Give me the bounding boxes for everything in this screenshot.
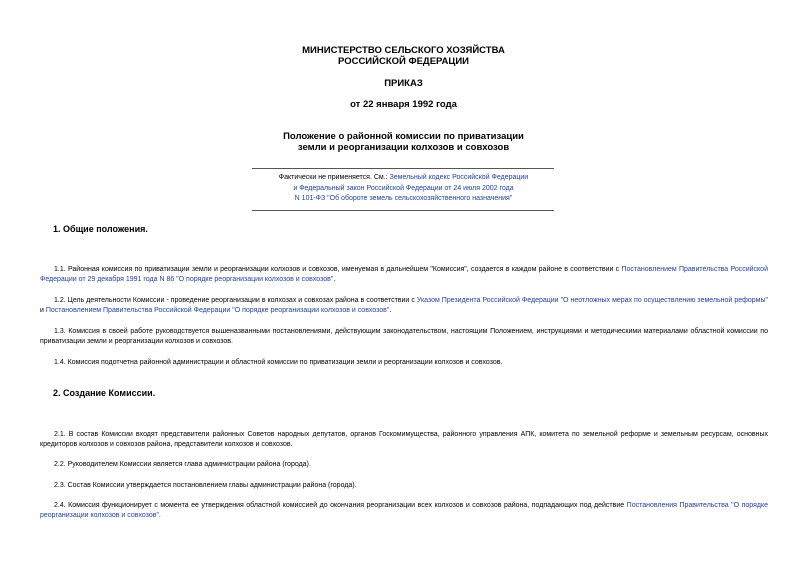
paragraph-1-2 (40, 296, 768, 317)
paragraph-1-3: 1.3. Комиссия в своей работе руководствуется вышеназванными постановлениями, действующим законодательством, настоящим Положением, инструкциями и методическими материалами областной комиссии по приватизации земли и реорганизации колхозов и совхозов. (40, 328, 768, 346)
note-top-divider (252, 168, 554, 169)
federal-law-title-link[interactable]: N 101-ФЗ "Об обороте земель сельскохозяйственного назначения" (294, 195, 513, 202)
federal-law-link[interactable]: и Федеральный закон Российской Федерации от 24 июля 2002 года (293, 185, 514, 192)
government-decree-86-link[interactable]: Постановлением Правительства Российской Федерации от 29 декабря 1991 года N 86 "О порядке реорганизации колхозов и совхозов" (40, 266, 768, 284)
note-bottom-divider (252, 210, 554, 211)
document-title-line-1: Положение о районной комиссии по приватизации (283, 131, 524, 142)
paragraph-text: 2.4. Комиссия функционирует с момента ее утверждения областной комиссией до окончания реорганизации всех колхозов и совхозов района, подпадающих под действие (54, 502, 627, 509)
paragraph-2-1: 2.1. В состав Комиссии входят представители районных Советов народных депутатов, органов Госкомимущества, районного управления АПК, комитета по земельной реформе и земельным ресурсам, основных кредиторов колхозов и совхозов района, представители колхозов и совхозов. (40, 431, 768, 449)
paragraph-1-4: 1.4. Комиссия подотчетна районной администрации и областной комиссии по приватизации земли и реорганизации колхозов и совхозов. (54, 359, 503, 366)
presidential-decree-link[interactable]: Указом Президента Российской Федерации "О неотложных мерах по осуществлению земельной реформы" (416, 297, 768, 304)
paragraph-1-1 (40, 265, 768, 286)
paragraph-text: . (333, 276, 336, 284)
paragraph-text: 1.1. Районная комиссия по приватизации земли и реорганизации колхозов и совхозов, именуемая в дальнейшем "Комиссия", создается в каждом районе в соответствии с (54, 266, 622, 273)
government-decree-reorganization-link[interactable]: Постановления Правительства "О порядке реорганизации колхозов и совхозов" (40, 502, 768, 520)
note-line-1 (0, 172, 807, 183)
ministry-line-2: РОССИЙСКОЙ ФЕДЕРАЦИИ (337, 56, 469, 67)
paragraph-text: 1.2. Цель деятельности Комиссии - проведение реорганизации в колхозах и совхозах района в соответствии с (54, 297, 417, 304)
document-date: от 22 января 1992 года (350, 99, 457, 110)
land-code-link[interactable]: Земельный кодекс Российской Федерации (389, 174, 529, 181)
paragraph-text: . (389, 307, 392, 315)
government-decree-link[interactable]: Постановлением Правительства Российской Федерации "О порядке реорганизации колхозов и совхозов" (45, 307, 390, 315)
note-text: Фактически не применяется. См.: (278, 174, 390, 181)
ministry-line-1: МИНИСТЕРСТВО СЕЛЬСКОГО ХОЗЯЙСТВА (302, 45, 505, 56)
paragraph-text: . (158, 512, 161, 520)
paragraph-2-2: 2.2. Руководителем Комиссии является глава администрации района (города). (54, 461, 311, 468)
document-type: ПРИКАЗ (384, 78, 423, 89)
section-2-title: 2. Создание Комиссии. (53, 388, 156, 398)
document-title-line-2: земли и реорганизации колхозов и совхозов (297, 142, 510, 153)
paragraph-2-4 (40, 501, 768, 522)
section-1-title: 1. Общие положения. (53, 224, 148, 234)
paragraph-text: и (40, 307, 46, 315)
paragraph-2-3: 2.3. Состав Комиссии утверждается постановлением главы администрации района (города). (54, 482, 357, 489)
